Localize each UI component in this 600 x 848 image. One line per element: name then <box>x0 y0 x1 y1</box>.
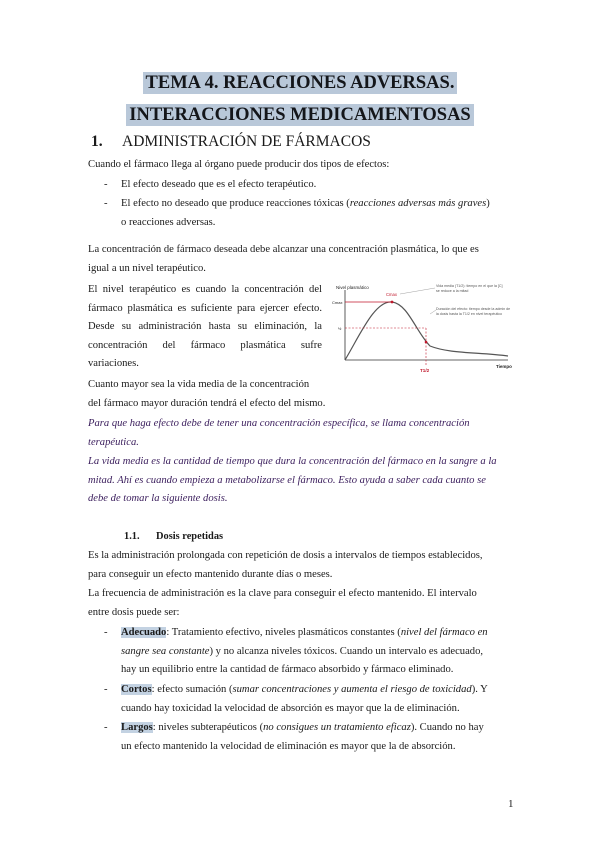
chart-note-mid-1: Duración del efecto: tiempo desde la admin de <box>436 307 511 311</box>
half-life-marker <box>425 341 428 344</box>
chart-y-tick-max: Cmax <box>332 300 343 305</box>
document-page: TEMA 4. REACCIONES ADVERSAS. INTERACCIONES MEDICAMENTOSAS 1. ADMINISTRACIÓN DE FÁRMACOS Cuando el fármaco llega al órgano puede producir dos tipos de efectos: - El efecto deseado que es el efecto terapéutico. - El efecto no deseado que produce reacciones tóxicas (reacciones adversas más graves) o reacciones adversas. La concentración de fármaco deseada debe alcanzar una concentración plasmática, lo que es igual a un nivel terapéutico. El nivel terapéutico es cuando la concentración del fármaco plasmática es suficiente para ejercer efecto. Desde su administración hasta su eliminación, la concentración del fármaco plasmática sufre variaciones. Cuanto mayor sea la vida media de la concentración del fármaco mayor duración tendrá el efecto del mismo. Nivel plasmático Cmax Cmax ½ T1/2 Tiempo Vida media (T1/2): tiempo en el que la [C] se reduce a la mitad Duración del efecto: tiempo desde la admin de la dosis hasta la T1/2 en nivel terapéutico Para que haga efecto debe de tener una concentración específica, se llama concentración terapéutica. La vida media es la cantidad de tiempo que dura la concentración del fármaco en la sangre a la mitad. Ahí es cuando empieza a metabolizarse el fármaco. Esto ayuda a saber cada cuanto se debe de tomar la siguiente dosis. 1.1. Dosis repetidas Es la administración prolongada con repetición de dosis a intervalos de tiempos establecidos, para conseguir un efecto mantenido durante días o meses. La frecuencia de administración es la clave para conseguir el efecto mantenido. El intervalo entre dosis puede ser: - Adecuado: Tratamiento efectivo, niveles plasmáticos constantes (nivel del fármaco en sangre sea constante) y no alcanza niveles tóxicos. Cuando un intervalo es adecuado, hay un equilibrio entre la cantidad de fármaco absorbido y fármaco eliminado. - Cortos: efecto sumación (sumar concentraciones y aumenta el riesgo de toxicidad). Y cuando hay toxicidad la velocidad de absorción es mayor que la de eliminación. - Largos: niveles subterapéuticos (no consigues un tratamiento eficaz). Cuando no hay un efecto mantenido la velocidad de eliminación es mayor que la de absorción. 1 <box>0 0 600 848</box>
section-1-1-number: 1.1. <box>124 531 140 542</box>
title-line-1: TEMA 4. REACCIONES ADVERSAS. <box>0 72 600 94</box>
peak-marker <box>391 301 394 304</box>
chart-x-label: Tiempo <box>496 364 512 369</box>
section-1-heading <box>91 132 371 152</box>
paragraph-concentration: La concentración de fármaco deseada debe alcanzar una concentración plasmática, lo que es igual a un nivel terapéutico. <box>88 244 479 274</box>
term-adecuado: Adecuado <box>121 627 167 638</box>
term-cortos: Cortos <box>121 684 152 695</box>
section-1-number: 1. <box>91 133 103 150</box>
chart-peak-label: Cmax <box>386 292 397 297</box>
paragraph-therapeutic-level: El nivel terapéutico es cuando la concentración del fármaco plasmática es suficiente para ejercer efecto. Desde su administración hasta su eliminación, la concentración del fármaco plasmática sufre variaciones. <box>88 284 322 369</box>
chart-note-top-1: Vida media (T1/2): tiempo en el que la [C] <box>436 284 503 288</box>
section-1-1-heading <box>124 528 223 547</box>
term-largos: Largos <box>121 722 153 733</box>
paragraph-half-life: Cuanto mayor sea la vida media de la concentración del fármaco mayor duración tendrá el efecto del mismo. <box>88 379 326 409</box>
chart-y-label: Nivel plasmático <box>336 285 369 290</box>
plasma-concentration-chart <box>330 280 525 380</box>
section-1-1-title: Dosis repetidas <box>156 531 224 542</box>
page-number: 1 <box>508 798 514 810</box>
chart-note-mid-2: la dosis hasta la T1/2 en nivel terapéutico <box>436 312 503 316</box>
section-1-title: ADMINISTRACIÓN DE FÁRMACOS <box>122 133 371 150</box>
title-line-2: INTERACCIONES MEDICAMENTOSAS <box>0 104 600 126</box>
paragraph-frequency: La frecuencia de administración es la clave para conseguir el efecto mantenido. El intervalo entre dosis puede ser: <box>88 588 477 618</box>
chart-y-tick-half: ½ <box>338 326 342 331</box>
chart-note-top-2: se reduce a la mitad <box>436 289 469 293</box>
note-therapeutic-concentration: Para que haga efecto debe de tener una concentración específica, se llama concentración terapéutica. <box>88 418 470 448</box>
paragraph-repeated-doses: Es la administración prolongada con repetición de dosis a intervalos de tiempos establecidos, para conseguir un efecto mantenido durante días o meses. <box>88 550 483 580</box>
callout-line-top <box>400 288 435 294</box>
note-half-life-definition: La vida media es la cantidad de tiempo que dura la concentración del fármaco en la sangre a la mitad. Ahí es cuando empieza a metabolizarse el fármaco. Esto ayuda a saber cada cuanto se debe de tomar la siguiente dosis. <box>88 456 497 504</box>
chart-half-life-label: T1/2 <box>420 368 430 373</box>
intro-paragraph: Cuando el fármaco llega al órgano puede producir dos tipos de efectos: <box>88 159 390 170</box>
